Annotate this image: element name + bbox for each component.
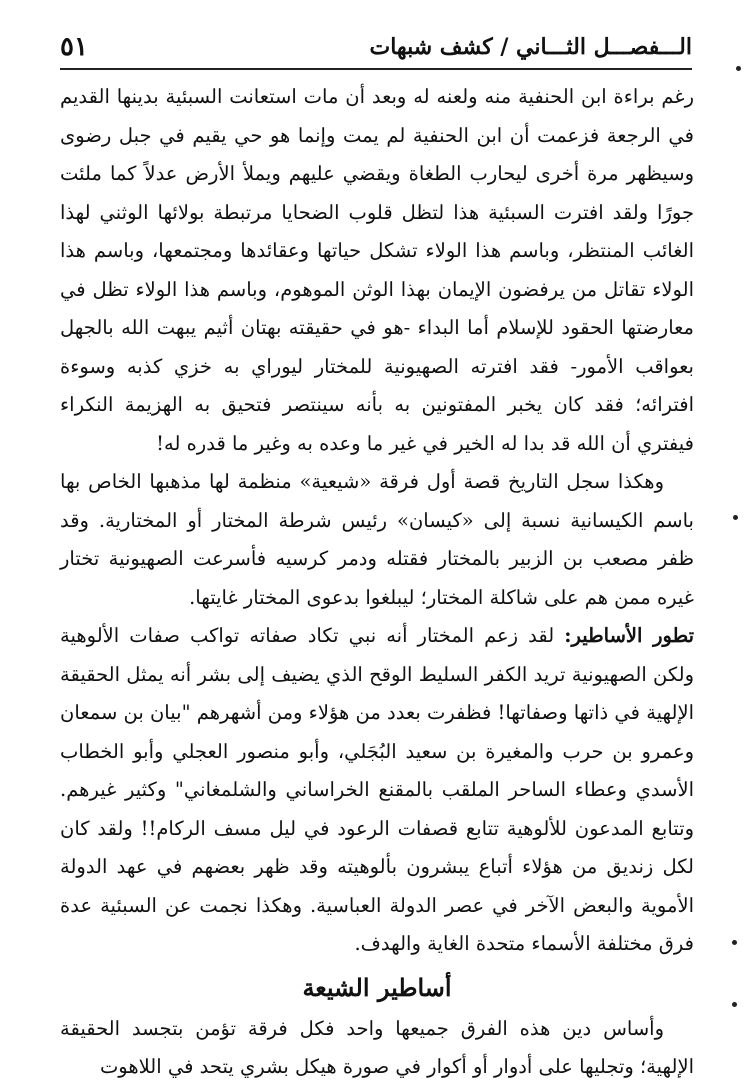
margin-dot: [733, 515, 738, 520]
page-number: ٥١: [60, 32, 88, 62]
evolution-lead: تطور الأساطير:: [564, 624, 695, 647]
running-title: الـــفصـــل الثـــاني / كشف شبهات: [369, 34, 692, 60]
section-heading: أساطير الشيعة: [302, 972, 452, 1002]
margin-dot: [732, 940, 737, 945]
paragraph-evolution: [60, 617, 694, 964]
header-rule: [60, 68, 692, 70]
margin-dot: [736, 66, 741, 71]
margin-dot: [732, 1002, 737, 1007]
evolution-text: لقد زعم المختار أنه نبي تكاد صفاته تواكب صفات الألوهية ولكن الصهيونية تريد الكفر السليط الوقح الذي يضيف إلى بشر أنه يمثل الحقيقة الإلهية في ذاتها وصفاتها! فظفرت بعدد من هؤلاء ومن أشهرهم "بيان بن سمعان وعمرو بن حرب والمغيرة بن سعيد البُجَلي، وأبو منصور العجلي وأبو الخطاب الأسدي وعطاء الساحر الملقب بالمقنع الخراساني والشلمغاني" وكثير غيرهم. وتتابع المدعون للألوهية تتابع قصفات الرعود في ليل مسف الركام!! ولقد كان لكل زنديق من هؤلاء أتباع يبشرون بألوهيته وقد ظهر بعضهم في عهد الدولة الأموية والبعض الآخر في عصر الدولة العباسية. وهكذا نجمت عن السبئية عدة فرق مختلفة الأسماء متحدة الغاية والهدف.: [60, 624, 694, 955]
page-body: [60, 78, 694, 1087]
closing-paragraph: وأساس دين هذه الفرق جميعها واحد فكل فرقة تؤمن بتجسد الحقيقة الإلهية؛ وتجليها على أدوار أو أكوار في صورة هيكل بشري يتحد في اللاهوت: [60, 1016, 694, 1078]
page-header: [60, 28, 692, 64]
paragraph-1: رغم براءة ابن الحنفية منه ولعنه له وبعد أن مات استعانت السبئية بدينها القديم في الرجعة فزعمت أن ابن الحنفية لم يمت وإنما هو حي يقيم في جبل رضوى وسيظهر مرة أخرى ليحارب الطغاة ويقضي عليهم ويملأ الأرض عدلاً كما ملئت جورًا ولقد افترت السبئية هذا لتظل قلوب الضحايا مرتبطة بولائها الوثني لهذا الغائب المنتظر، وباسم هذا الولاء تشكل حياتها وعقائدها ومجتمعها، وباسم هذا الولاء تقاتل من يرفضون الإيمان بهذا الوثن الموهوم، وباسم هذا الولاء تظل في معارضتها الحقود للإسلام أما البداء -هو في حقيقته بهتان أثيم يبهت الله بالجهل بعواقب الأمور- فقد افترته الصهيونية للمختار ليوراي به خزي كذبه وسوءة افترائه؛ فقد كان يخبر المفتونين به بأنه سينتصر فتحيق به الهزيمة النكراء فيفتري أن الله قد بدا له الخير في غير ما وعده به وغير ما قدره له!: [60, 85, 694, 455]
paragraph-2: وهكذا سجل التاريخ قصة أول فرقة «شيعية» منظمة لها مذهبها الخاص بها باسم الكيسانية نسبة إلى «كيسان» رئيس شرطة المختار أو المختارية. وقد ظفر مصعب بن الزبير بالمختار فقتله ودمر كرسيه فأسرعت الصهيونية تختار غيره ممن هم على شاكلة المختار؛ ليبلغوا بدعوى المختار غايتها.: [60, 470, 694, 609]
